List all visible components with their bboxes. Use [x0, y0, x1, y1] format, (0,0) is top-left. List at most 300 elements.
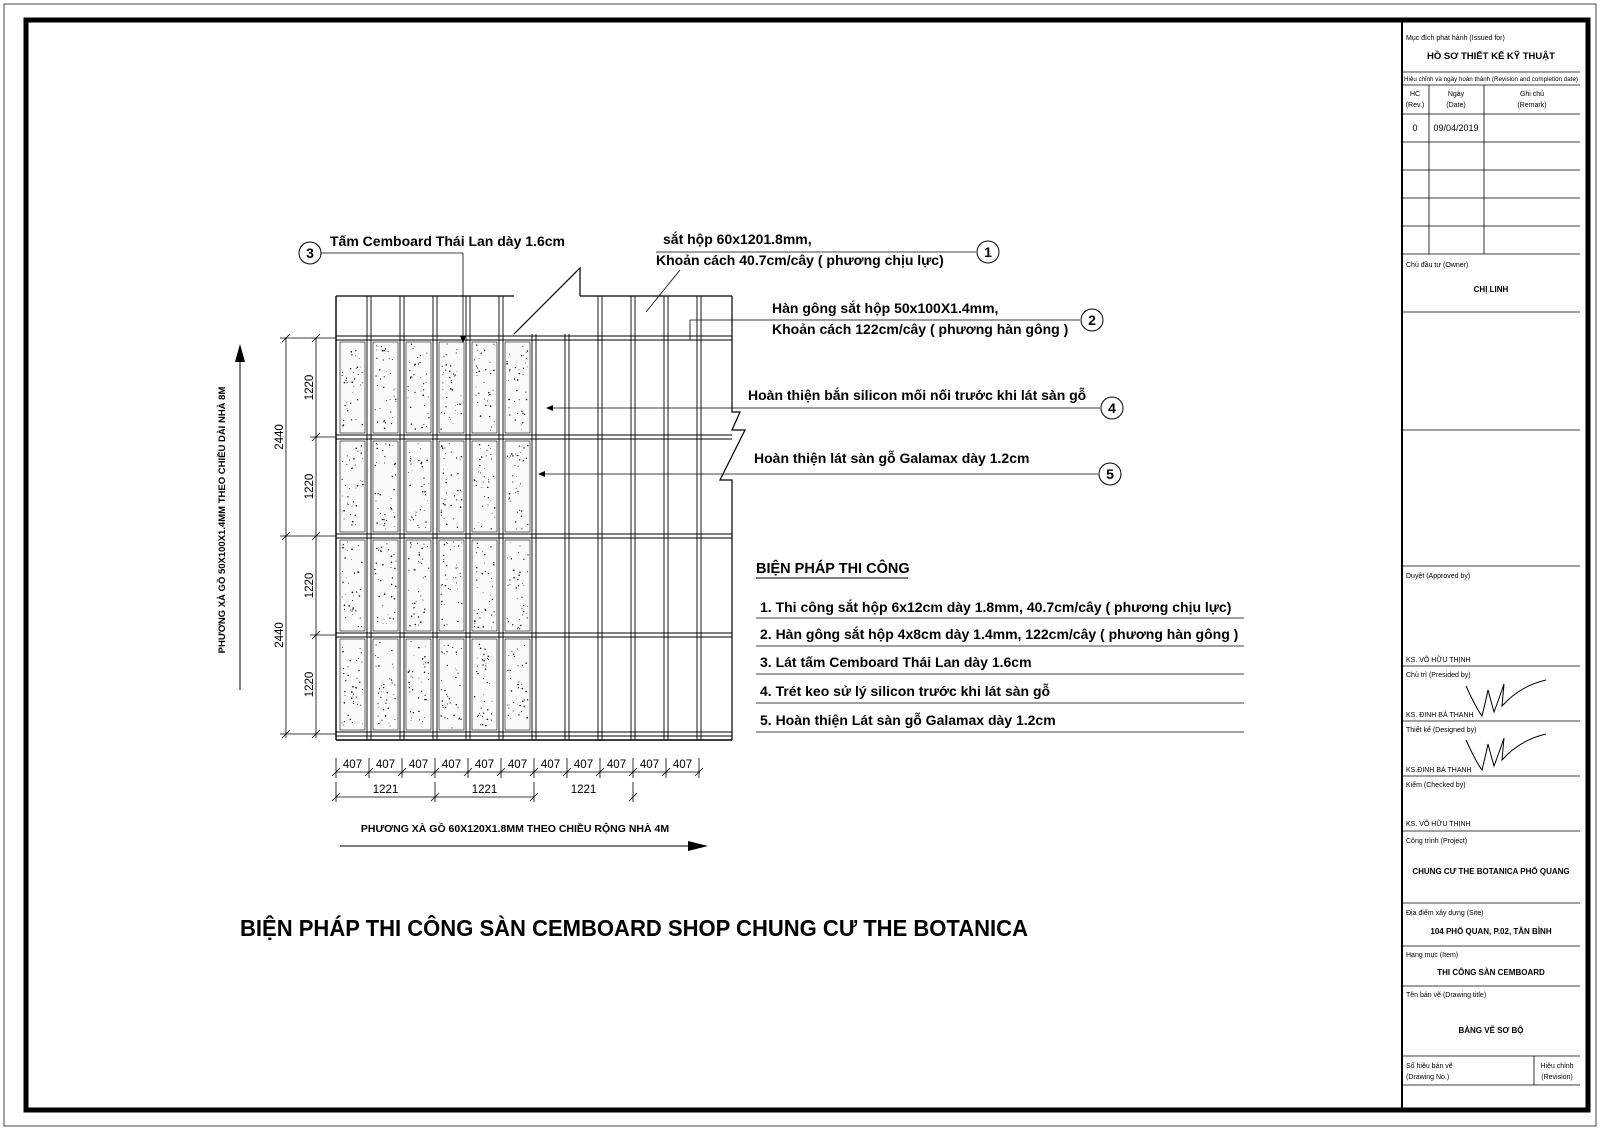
panel-speckle	[409, 670, 410, 671]
panel-speckle	[480, 715, 481, 716]
panel-speckle	[391, 423, 392, 424]
panel-speckle	[514, 465, 515, 466]
panel-speckle	[391, 679, 392, 680]
panel-speckle	[408, 671, 410, 673]
panel-speckle	[479, 617, 480, 618]
panel-speckle	[410, 520, 411, 521]
panel-speckle	[425, 646, 426, 647]
panel-speckle	[375, 409, 376, 410]
panel-speckle	[342, 479, 343, 480]
cemboard-panels	[340, 342, 530, 730]
panel-speckle	[421, 391, 422, 392]
panel-speckle	[352, 592, 354, 594]
panel-speckle	[391, 555, 393, 557]
panel-speckle	[383, 684, 384, 685]
panel-speckle	[354, 572, 355, 573]
panel-speckle	[478, 393, 479, 394]
panel-speckle	[516, 390, 517, 391]
panel-speckle	[507, 618, 508, 619]
panel-speckle	[342, 581, 343, 582]
panel-speckle	[487, 486, 489, 488]
panel-speckle	[351, 468, 353, 470]
panel-speckle	[450, 365, 451, 366]
panel-speckle	[488, 479, 489, 480]
panel-speckle	[509, 493, 511, 495]
dim-left-inner-label: 1220	[304, 374, 316, 401]
panel-speckle	[442, 447, 444, 449]
panel-speckle	[382, 605, 383, 606]
panel-speckle	[526, 358, 527, 359]
panel-speckle	[345, 405, 346, 406]
panel-speckle	[447, 696, 448, 697]
panel-speckle	[379, 369, 380, 370]
panel-speckle	[482, 664, 483, 665]
panel-speckle	[442, 700, 443, 701]
panel-speckle	[361, 445, 362, 446]
panel-speckle	[384, 514, 385, 515]
cemboard-panel	[439, 441, 464, 532]
panel-speckle	[425, 527, 426, 528]
panel-speckle	[418, 561, 419, 562]
panel-speckle	[359, 682, 360, 683]
panel-speckle	[480, 415, 482, 417]
panel-speckle	[520, 452, 521, 453]
panel-speckle	[446, 482, 447, 483]
panel-speckle	[484, 554, 485, 555]
panel-speckle	[522, 583, 523, 584]
panel-speckle	[392, 681, 393, 682]
panel-speckle	[517, 628, 518, 629]
panel-speckle	[512, 455, 514, 457]
panel-speckle	[441, 584, 442, 585]
panel-speckle	[527, 606, 528, 607]
panel-speckle	[348, 675, 349, 676]
panel-speckle	[527, 367, 528, 368]
panel-speckle	[511, 453, 513, 455]
panel-speckle	[519, 399, 520, 400]
panel-speckle	[488, 405, 489, 406]
panel-speckle	[343, 544, 344, 545]
panel-speckle	[409, 452, 410, 453]
panel-speckle	[351, 548, 353, 550]
project-value: CHUNG CƯ THE BOTANICA PHỔ QUANG	[1412, 867, 1570, 876]
panel-speckle	[494, 421, 495, 422]
panel-speckle	[411, 517, 412, 518]
panel-speckle	[477, 543, 478, 544]
panel-speckle	[488, 392, 489, 393]
method-step-1: 1. Thi công sắt hộp 6x12cm dày 1.8mm, 40.7cm/cây ( phương chịu lực)	[760, 599, 1232, 615]
panel-speckle	[353, 701, 354, 702]
panel-speckle	[353, 458, 354, 459]
panel-speckle	[346, 402, 347, 403]
panel-speckle	[424, 672, 426, 674]
panel-speckle	[426, 426, 427, 427]
panel-speckle	[525, 707, 526, 708]
panel-speckle	[488, 445, 489, 446]
panel-speckle	[357, 678, 358, 679]
panel-speckle	[519, 705, 521, 707]
panel-speckle	[461, 456, 462, 457]
panel-speckle	[355, 355, 356, 356]
panel-speckle	[456, 565, 457, 566]
panel-speckle	[424, 656, 426, 658]
panel-speckle	[518, 714, 519, 715]
panel-speckle	[523, 706, 524, 707]
panel-speckle	[352, 722, 353, 723]
panel-speckle	[423, 544, 424, 545]
panel-speckle	[456, 457, 457, 458]
panel-speckle	[352, 614, 353, 615]
panel-speckle	[362, 484, 364, 486]
panel-speckle	[474, 359, 475, 360]
panel-speckle	[428, 662, 430, 664]
panel-speckle	[483, 654, 484, 655]
panel-speckle	[347, 496, 348, 497]
panel-speckle	[484, 350, 485, 351]
cemboard-panel	[472, 639, 497, 730]
panel-speckle	[457, 523, 458, 524]
panel-speckle	[460, 719, 461, 720]
panel-speckle	[446, 651, 447, 652]
panel-speckle	[420, 562, 421, 563]
panel-speckle	[356, 505, 358, 507]
panel-speckle	[381, 685, 382, 686]
callout-5	[538, 450, 1121, 485]
panel-speckle	[379, 688, 380, 689]
panel-speckle	[479, 465, 481, 467]
panel-speckle	[344, 519, 345, 520]
panel-speckle	[414, 392, 415, 393]
panel-speckle	[395, 586, 396, 587]
panel-speckle	[444, 518, 445, 519]
panel-speckle	[342, 496, 343, 497]
cemboard-panel	[340, 441, 365, 532]
panel-speckle	[460, 459, 461, 460]
drawing-no-label-1: Số hiệu bản vẽ	[1406, 1063, 1453, 1070]
panel-speckle	[482, 573, 484, 575]
panel-speckle	[380, 550, 381, 551]
panel-speckle	[394, 598, 395, 599]
panel-speckle	[381, 346, 382, 347]
panel-speckle	[489, 362, 490, 363]
panel-speckle	[375, 655, 376, 656]
panel-speckle	[444, 690, 445, 691]
panel-speckle	[395, 388, 396, 389]
panel-speckle	[352, 611, 353, 612]
panel-speckle	[493, 390, 494, 391]
panel-speckle	[383, 350, 385, 352]
panel-speckle	[458, 719, 459, 720]
panel-speckle	[489, 601, 490, 602]
panel-speckle	[511, 651, 512, 652]
floor-plan	[336, 268, 745, 740]
panel-speckle	[389, 678, 390, 679]
callout-2-line-1: Hàn gông sắt hộp 50x100X1.4mm,	[772, 300, 999, 316]
panel-speckle	[443, 707, 444, 708]
panel-speckle	[392, 445, 393, 446]
panel-speckle	[378, 707, 379, 708]
panel-speckle	[413, 519, 414, 520]
panel-speckle	[444, 448, 445, 449]
panel-speckle	[484, 476, 485, 477]
panel-speckle	[509, 369, 510, 370]
panel-speckle	[508, 655, 509, 656]
panel-speckle	[494, 517, 495, 518]
panel-speckle	[376, 644, 377, 645]
panel-speckle	[510, 670, 512, 672]
panel-speckle	[442, 705, 443, 706]
panel-speckle	[517, 648, 518, 649]
panel-speckle	[393, 389, 394, 390]
panel-speckle	[512, 624, 513, 625]
designed-signature	[1466, 734, 1546, 770]
panel-speckle	[357, 571, 358, 572]
panel-speckle	[517, 455, 518, 456]
panel-speckle	[443, 374, 444, 375]
panel-speckle	[342, 425, 344, 427]
panel-speckle	[515, 419, 516, 420]
panel-speckle	[428, 673, 429, 674]
panel-speckle	[486, 450, 487, 451]
panel-speckle	[418, 625, 419, 626]
panel-speckle	[349, 460, 350, 461]
panel-speckle	[348, 504, 349, 505]
dim-bottom-407-label: 407	[606, 759, 627, 771]
rev-col-head-2: (Rev.)	[1405, 102, 1425, 109]
panel-speckle	[350, 368, 351, 369]
panel-speckle	[477, 673, 478, 674]
panel-speckle	[389, 617, 390, 618]
panel-speckle	[380, 494, 382, 496]
panel-speckle	[442, 389, 443, 390]
panel-speckle	[389, 358, 390, 359]
remark-col-head-1: Ghi chú	[1519, 91, 1545, 98]
panel-speckle	[424, 717, 425, 718]
panel-speckle	[526, 458, 527, 459]
panel-speckle	[345, 680, 346, 681]
panel-speckle	[414, 365, 415, 366]
panel-speckle	[395, 561, 396, 562]
panel-speckle	[415, 624, 417, 626]
vertical-axis-label: PHƯƠNG XÀ GỒ 50X100X1.4MM THEO CHIỀU DÀI NHÀ 8M	[217, 386, 228, 654]
panel-speckle	[394, 684, 395, 685]
panel-speckle	[428, 483, 429, 484]
panel-speckle	[426, 382, 427, 383]
panel-speckle	[394, 512, 395, 513]
panel-speckle	[440, 715, 442, 717]
panel-speckle	[506, 363, 508, 365]
panel-speckle	[506, 361, 507, 362]
panel-speckle	[479, 459, 481, 461]
panel-speckle	[492, 701, 493, 702]
panel-speckle	[489, 394, 490, 395]
panel-speckle	[353, 501, 354, 502]
panel-speckle	[511, 558, 512, 559]
panel-speckle	[523, 368, 524, 369]
panel-speckle	[478, 471, 479, 472]
panel-speckle	[441, 689, 442, 690]
panel-speckle	[358, 374, 359, 375]
panel-speckle	[349, 488, 350, 489]
panel-speckle	[453, 542, 454, 543]
panel-speckle	[384, 523, 385, 524]
panel-speckle	[481, 708, 482, 709]
panel-speckle	[383, 525, 384, 526]
panel-speckle	[392, 577, 393, 578]
panel-speckle	[386, 520, 387, 521]
panel-speckle	[347, 410, 348, 411]
panel-speckle	[418, 647, 420, 649]
panel-speckle	[457, 621, 458, 622]
panel-speckle	[421, 462, 423, 464]
panel-speckle	[441, 445, 443, 447]
panel-speckle	[417, 543, 418, 544]
panel-speckle	[456, 670, 457, 671]
panel-speckle	[488, 481, 489, 482]
panel-speckle	[517, 379, 518, 380]
dim-bottom-407-label: 407	[573, 759, 594, 771]
cemboard-panel	[472, 540, 497, 631]
panel-speckle	[521, 684, 522, 685]
panel-speckle	[447, 579, 448, 580]
panel-speckle	[445, 370, 446, 371]
panel-speckle	[355, 350, 356, 351]
panel-speckle	[474, 479, 475, 480]
panel-speckle	[449, 417, 450, 418]
panel-speckle	[441, 651, 442, 652]
panel-speckle	[443, 503, 444, 504]
dim-bottom-1221-label: 1221	[570, 784, 597, 796]
panel-speckle	[455, 668, 456, 669]
panel-speckle	[357, 485, 359, 487]
panel-speckle	[353, 372, 354, 373]
panel-speckle	[382, 519, 383, 520]
panel-speckle	[483, 592, 484, 593]
panel-speckle	[514, 378, 515, 379]
panel-speckle	[415, 515, 416, 516]
panel-speckle	[458, 707, 459, 708]
panel-speckle	[356, 368, 357, 369]
panel-speckle	[484, 349, 485, 350]
panel-speckle	[514, 656, 515, 657]
dim-bottom-1221-label: 1221	[372, 784, 399, 796]
panel-speckle	[359, 595, 361, 597]
panel-speckle	[391, 650, 393, 652]
panel-speckle	[518, 585, 519, 586]
panel-speckle	[519, 369, 520, 370]
designed-label: Thiết kế (Designed by)	[1406, 727, 1477, 734]
panel-speckle	[393, 554, 394, 555]
panel-speckle	[516, 488, 517, 489]
panel-speckle	[523, 447, 524, 448]
rev-col-head-1: HC	[1409, 91, 1421, 98]
panel-speckle	[492, 513, 493, 514]
panel-speckle	[418, 591, 419, 592]
drawing-no-label-2: (Drawing No.)	[1406, 1074, 1450, 1081]
panel-speckle	[424, 666, 425, 667]
callout-4	[546, 386, 1123, 419]
panel-speckle	[428, 417, 429, 418]
panel-speckle	[413, 607, 414, 608]
panel-speckle	[449, 377, 450, 378]
panel-speckle	[488, 656, 489, 657]
panel-speckle	[510, 718, 511, 719]
panel-speckle	[484, 701, 485, 702]
panel-speckle	[482, 716, 483, 717]
panel-speckle	[494, 507, 496, 509]
panel-speckle	[507, 705, 508, 706]
panel-speckle	[380, 513, 381, 514]
panel-speckle	[490, 373, 491, 374]
panel-speckle	[418, 697, 419, 698]
panel-speckle	[490, 595, 491, 596]
panel-speckle	[492, 586, 493, 587]
panel-speckle	[378, 657, 379, 658]
panel-speckle	[376, 345, 377, 346]
date-col-head-2: (Date)	[1446, 102, 1466, 109]
panel-speckle	[409, 684, 410, 685]
panel-speckle	[483, 694, 484, 695]
panel-speckle	[386, 400, 387, 401]
panel-speckle	[392, 664, 393, 665]
construction-method	[756, 559, 1244, 732]
panel-speckle	[517, 491, 518, 492]
panel-speckle	[350, 719, 351, 720]
panel-speckle	[378, 665, 380, 667]
cemboard-panel	[439, 342, 464, 433]
panel-speckle	[385, 348, 386, 349]
cemboard-panel	[439, 540, 464, 631]
panel-speckle	[353, 386, 354, 387]
panel-speckle	[524, 414, 525, 415]
panel-speckle	[479, 358, 480, 359]
panel-speckle	[487, 658, 488, 659]
panel-speckle	[443, 555, 444, 556]
panel-speckle	[458, 545, 459, 546]
panel-speckle	[454, 374, 455, 375]
panel-speckle	[393, 694, 394, 695]
panel-speckle	[425, 662, 426, 663]
panel-speckle	[522, 346, 523, 347]
panel-speckle	[418, 677, 419, 678]
panel-speckle	[392, 359, 393, 360]
panel-speckle	[456, 654, 457, 655]
panel-speckle	[521, 597, 522, 598]
panel-speckle	[522, 422, 523, 423]
panel-speckle	[390, 726, 391, 727]
panel-speckle	[427, 413, 428, 414]
panel-speckle	[478, 609, 479, 610]
panel-speckle	[411, 718, 412, 719]
panel-speckle	[474, 610, 475, 611]
panel-speckle	[390, 373, 392, 375]
cemboard-panel	[406, 342, 431, 433]
panel-speckle	[414, 655, 415, 656]
panel-speckle	[525, 662, 527, 664]
panel-speckle	[477, 350, 478, 351]
panel-speckle	[377, 385, 378, 386]
panel-speckle	[410, 542, 411, 543]
panel-speckle	[447, 543, 448, 544]
panel-speckle	[360, 367, 361, 368]
panel-speckle	[356, 660, 357, 661]
callout-2	[690, 299, 1103, 340]
panel-speckle	[492, 401, 493, 402]
panel-speckle	[490, 448, 491, 449]
callout-3	[299, 233, 565, 343]
panel-speckle	[511, 690, 512, 691]
panel-speckle	[515, 521, 516, 522]
